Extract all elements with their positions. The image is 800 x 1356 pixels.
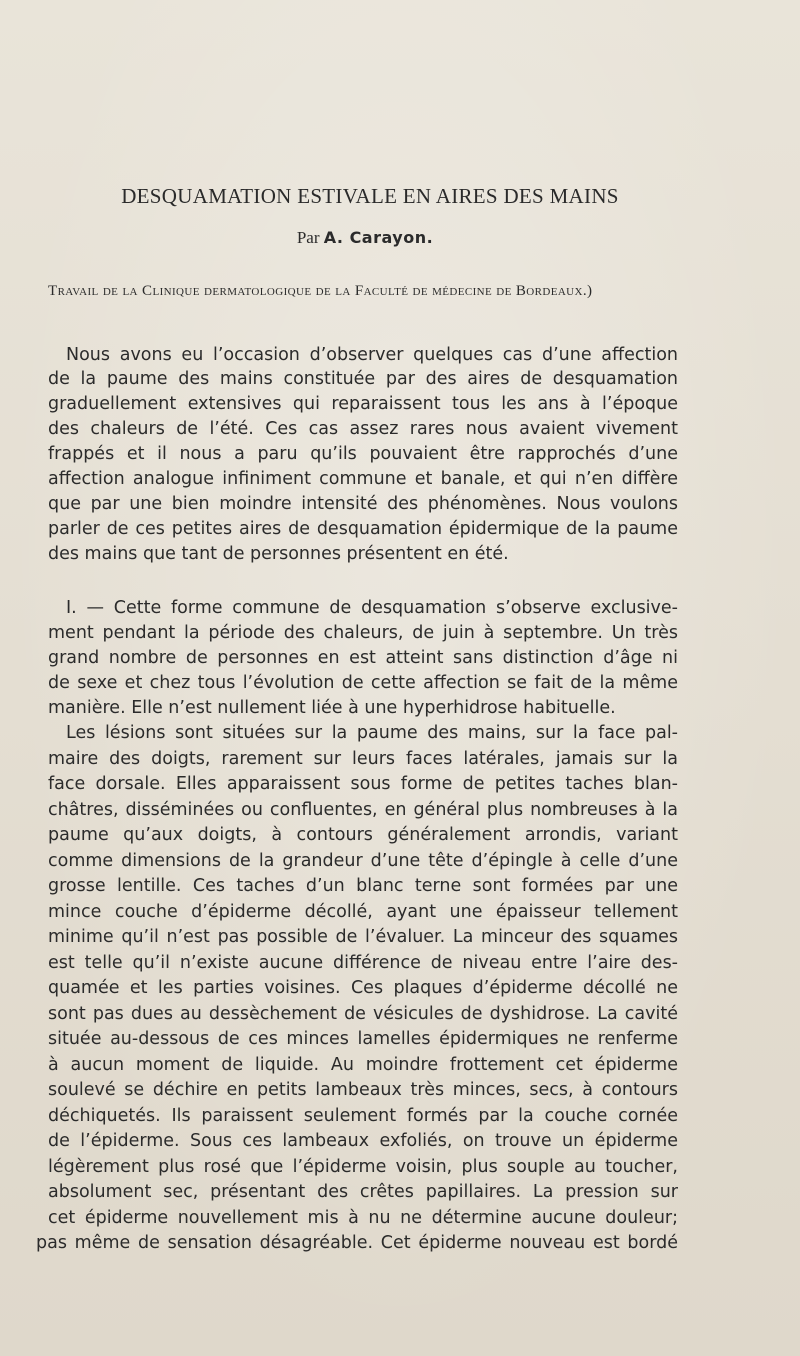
paragraph-line: des chaleurs de l’été. Ces cas assez rares nous avaient vivement bbox=[48, 419, 678, 439]
author-prefix: Par bbox=[296, 228, 320, 247]
paragraph-line: frappés et il nous a paru qu’ils pouvaient être rapprochés d’une bbox=[48, 444, 678, 464]
paragraph-line: comme dimensions de la grandeur d’une tête d’épingle à celle d’une bbox=[48, 851, 678, 871]
paragraph-line: Nous avons eu l’occasion d’observer quelques cas d’une affection bbox=[66, 345, 678, 365]
paragraph-line: déchiquetés. Ils paraissent seulement formés par la couche cornée bbox=[48, 1106, 678, 1126]
author-line bbox=[0, 228, 730, 248]
paragraph-line: grand nombre de personnes en est atteint sans distinction d’âge ni bbox=[48, 648, 678, 668]
paragraph-line: soulevé se déchire en petits lambeaux très minces, secs, à contours bbox=[48, 1080, 678, 1100]
paragraph-line: de l’épiderme. Sous ces lambeaux exfoliés, on trouve un épiderme bbox=[48, 1131, 678, 1151]
paragraph-line: affection analogue infiniment commune et banale, et qui n’en diffère bbox=[48, 469, 678, 489]
paragraph-line: cet épiderme nouvellement mis à nu ne détermine aucune douleur; bbox=[48, 1208, 678, 1228]
paragraph-line: parler de ces petites aires de desquamation épidermique de la paume bbox=[48, 519, 678, 539]
paragraph-line: mince couche d’épiderme décollé, ayant une épaisseur tellement bbox=[48, 902, 678, 922]
paragraph-line: I. — Cette forme commune de desquamation s’observe exclusive- bbox=[66, 598, 678, 618]
affiliation-note: Travail de la Clinique dermatologique de la Faculté de médecine de Bordeaux.) bbox=[48, 283, 593, 299]
paragraph-line: absolument sec, présentant des crêtes papillaires. La pression sur bbox=[48, 1182, 678, 1202]
paragraph-line: de la paume des mains constituée par des aires de desquamation bbox=[48, 369, 678, 389]
author-name: A. Carayon. bbox=[323, 228, 434, 247]
paragraph-line: à aucun moment de liquide. Au moindre frottement cet épiderme bbox=[48, 1055, 678, 1075]
paragraph-line: face dorsale. Elles apparaissent sous forme de petites taches blan- bbox=[48, 774, 678, 794]
paragraph-line: graduellement extensives qui reparaissent tous les ans à l’époque bbox=[48, 394, 678, 414]
paragraph-line: ment pendant la période des chaleurs, de juin à septembre. Un très bbox=[48, 623, 678, 643]
article-title: DESQUAMATION ESTIVALE EN AIRES DES MAINS bbox=[121, 184, 619, 208]
paragraph-line: maire des doigts, rarement sur leurs faces latérales, jamais sur la bbox=[48, 749, 678, 769]
paragraph-line: Les lésions sont situées sur la paume des mains, sur la face pal- bbox=[66, 723, 678, 743]
paragraph-line: quamée et les parties voisines. Ces plaques d’épiderme décollé ne bbox=[48, 978, 678, 998]
paragraph-line: légèrement plus rosé que l’épiderme voisin, plus souple au toucher, bbox=[48, 1157, 678, 1177]
paragraph-line: manière. Elle n’est nullement liée à une hyperhidrose habituelle. bbox=[48, 698, 616, 718]
paragraph-line: grosse lentille. Ces taches d’un blanc terne sont formées par une bbox=[48, 876, 678, 896]
paragraph-line: que par une bien moindre intensité des phénomènes. Nous voulons bbox=[48, 494, 678, 514]
paragraph-line: paume qu’aux doigts, à contours généralement arrondis, variant bbox=[48, 825, 678, 845]
paragraph-line: châtres, disséminées ou confluentes, en général plus nombreuses à la bbox=[48, 800, 678, 820]
paragraph-line: pas même de sensation désagréable. Cet épiderme nouveau est bordé bbox=[36, 1233, 678, 1253]
paragraph-line: des mains que tant de personnes présentent en été. bbox=[48, 544, 509, 564]
paragraph-line: minime qu’il n’est pas possible de l’évaluer. La minceur des squames bbox=[48, 927, 678, 947]
paragraph-line: est telle qu’il n’existe aucune différence de niveau entre l’aire des- bbox=[48, 953, 678, 973]
paragraph-line: située au-dessous de ces minces lamelles épidermiques ne renferme bbox=[48, 1029, 678, 1049]
paragraph-line: de sexe et chez tous l’évolution de cette affection se fait de la même bbox=[48, 673, 678, 693]
paragraph-line: sont pas dues au dessèchement de vésicules de dyshidrose. La cavité bbox=[48, 1004, 678, 1024]
